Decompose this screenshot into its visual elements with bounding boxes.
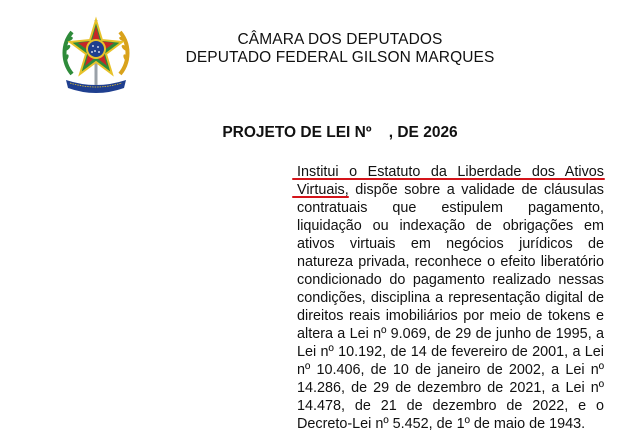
summary-line: condicionado do pagamento realizado nessas — [297, 272, 604, 288]
deputy-heading: DEPUTADO FEDERAL GILSON MARQUES — [185, 49, 495, 66]
summary-line: Decreto-Lei nº 5.452, de 1º de maio de 1943. — [297, 416, 586, 432]
summary-line: altera a Lei nº 9.069, de 29 de junho de 1995, a — [297, 326, 604, 342]
summary-line: ativos virtuais em negócios jurídicos de — [297, 236, 604, 252]
summary-line: condições, disciplina a representação digital de — [297, 290, 604, 306]
summary-line: liquidação ou indexação de obrigações em — [297, 218, 604, 234]
bill-summary — [297, 163, 604, 433]
summary-line: 14.478, de 21 de dezembro de 2022, e o — [297, 398, 604, 414]
summary-line: 14.286, de 29 de dezembro de 2021, a Lei nº — [297, 380, 604, 396]
summary-line: natureza privada, reconhece o efeito liberatório — [297, 254, 604, 270]
summary-line: Lei nº 10.192, de 14 de fevereiro de 2001, a Lei — [297, 344, 604, 360]
institution-heading: CÂMARA DOS DEPUTADOS — [237, 31, 443, 48]
summary-line: nº 10.406, de 10 de janeiro de 2002, a Lei nº — [297, 362, 604, 378]
summary-line: Institui o Estatuto da Liberdade dos Ativos — [297, 164, 604, 180]
summary-line: contratuais que estipulem pagamento, — [297, 200, 604, 216]
bill-title: PROJETO DE LEI Nº , DE 2026 — [222, 124, 458, 141]
summary-line: direitos reais imobiliários por meio de tokens e — [297, 308, 604, 324]
summary-line: Virtuais, dispõe sobre a validade de cláusulas — [297, 182, 604, 198]
brazil-coat-of-arms-icon — [58, 14, 134, 98]
